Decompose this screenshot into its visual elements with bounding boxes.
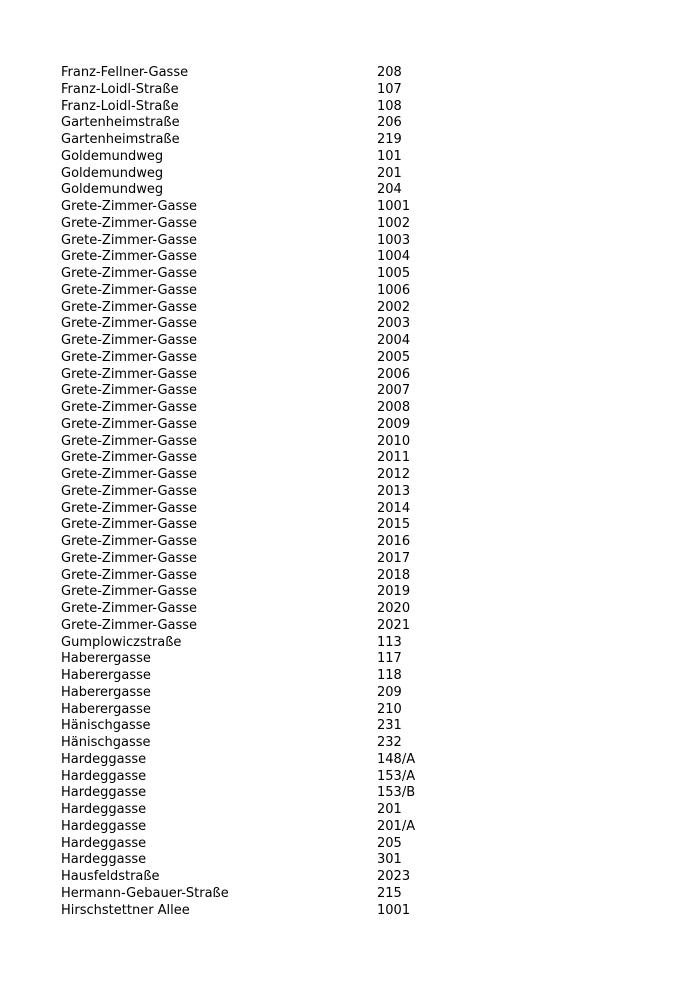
table-row xyxy=(61,216,621,233)
street-name: Grete-Zimmer-Gasse xyxy=(61,383,198,399)
house-number: 1002 xyxy=(377,215,411,231)
house-number: 117 xyxy=(377,651,402,667)
table-row xyxy=(61,752,621,769)
house-number: 204 xyxy=(377,182,402,198)
house-number: 2013 xyxy=(377,483,411,499)
table-row xyxy=(61,166,621,183)
street-name: Franz-Fellner-Gasse xyxy=(61,65,189,80)
house-number: 2010 xyxy=(377,433,411,449)
house-number: 2009 xyxy=(377,416,411,432)
address-list xyxy=(61,65,621,919)
table-row xyxy=(61,115,621,132)
street-name: Hänischgasse xyxy=(61,718,151,734)
street-name: Grete-Zimmer-Gasse xyxy=(61,601,198,616)
house-number: 101 xyxy=(377,148,402,164)
house-number: 2012 xyxy=(377,467,411,482)
table-row xyxy=(61,568,621,585)
table-row xyxy=(61,685,621,702)
table-row xyxy=(61,769,621,786)
street-name: Hardeggasse xyxy=(61,802,147,817)
street-name: Goldemundweg xyxy=(61,165,164,181)
table-row xyxy=(61,65,621,82)
table-row xyxy=(61,618,621,635)
table-row xyxy=(61,467,621,484)
table-row xyxy=(61,651,621,668)
street-name: Goldemundweg xyxy=(61,148,164,164)
table-row xyxy=(61,551,621,568)
table-row xyxy=(61,367,621,384)
street-name: Hausfeldstraße xyxy=(61,869,160,884)
street-name: Grete-Zimmer-Gasse xyxy=(61,249,198,265)
house-number: 210 xyxy=(377,701,402,717)
house-number: 113 xyxy=(377,634,402,650)
table-row xyxy=(61,886,621,903)
street-name: Hardeggasse xyxy=(61,768,147,784)
house-number: 2011 xyxy=(377,450,411,466)
street-name: Grete-Zimmer-Gasse xyxy=(61,316,198,332)
table-row xyxy=(61,333,621,350)
table-row xyxy=(61,903,621,920)
street-name: Grete-Zimmer-Gasse xyxy=(61,266,198,281)
house-number: 1006 xyxy=(377,282,411,298)
table-row xyxy=(61,735,621,752)
street-name: Grete-Zimmer-Gasse xyxy=(61,517,198,533)
house-number: 153/A xyxy=(377,768,416,784)
street-name: Hardeggasse xyxy=(61,852,147,868)
street-name: Grete-Zimmer-Gasse xyxy=(61,199,198,214)
house-number: 2015 xyxy=(377,517,411,533)
street-name: Hänischgasse xyxy=(61,735,151,750)
street-name: Grete-Zimmer-Gasse xyxy=(61,450,198,466)
table-row xyxy=(61,233,621,250)
street-name: Grete-Zimmer-Gasse xyxy=(61,483,198,499)
house-number: 1001 xyxy=(377,902,411,918)
street-name: Grete-Zimmer-Gasse xyxy=(61,500,198,516)
table-row xyxy=(61,316,621,333)
street-name: Hermann-Gebauer-Straße xyxy=(61,885,229,901)
table-row xyxy=(61,852,621,869)
house-number: 2002 xyxy=(377,299,411,315)
street-name: Haberergasse xyxy=(61,701,151,717)
table-row xyxy=(61,517,621,534)
table-row xyxy=(61,249,621,266)
house-number: 206 xyxy=(377,115,402,131)
table-row xyxy=(61,434,621,451)
house-number: 2016 xyxy=(377,534,411,549)
street-name: Franz-Loidl-Straße xyxy=(61,98,179,114)
house-number: 2023 xyxy=(377,869,411,884)
table-row xyxy=(61,484,621,501)
street-name: Grete-Zimmer-Gasse xyxy=(61,567,198,583)
house-number: 215 xyxy=(377,885,402,901)
table-row xyxy=(61,450,621,467)
street-name: Grete-Zimmer-Gasse xyxy=(61,215,198,231)
table-row xyxy=(61,785,621,802)
street-name: Goldemundweg xyxy=(61,182,164,198)
street-name: Grete-Zimmer-Gasse xyxy=(61,366,198,382)
table-row xyxy=(61,668,621,685)
table-row xyxy=(61,99,621,116)
house-number: 2004 xyxy=(377,333,411,348)
street-name: Grete-Zimmer-Gasse xyxy=(61,232,198,248)
house-number: 118 xyxy=(377,668,402,683)
house-number: 201 xyxy=(377,165,402,181)
house-number: 153/B xyxy=(377,785,416,801)
street-name: Grete-Zimmer-Gasse xyxy=(61,617,198,633)
street-name: Gartenheimstraße xyxy=(61,132,180,147)
house-number: 1001 xyxy=(377,199,411,214)
street-name: Hardeggasse xyxy=(61,751,147,767)
table-row xyxy=(61,819,621,836)
table-row xyxy=(61,501,621,518)
street-name: Grete-Zimmer-Gasse xyxy=(61,282,198,298)
table-row xyxy=(61,417,621,434)
house-number: 201/A xyxy=(377,818,416,834)
street-name: Grete-Zimmer-Gasse xyxy=(61,349,198,365)
street-name: Haberergasse xyxy=(61,684,151,700)
street-name: Grete-Zimmer-Gasse xyxy=(61,416,198,432)
table-row xyxy=(61,584,621,601)
house-number: 148/A xyxy=(377,751,416,767)
house-number: 108 xyxy=(377,98,402,114)
table-row xyxy=(61,718,621,735)
house-number: 219 xyxy=(377,132,402,147)
table-row xyxy=(61,132,621,149)
table-row xyxy=(61,702,621,719)
table-row xyxy=(61,199,621,216)
street-name: Franz-Loidl-Straße xyxy=(61,81,179,97)
house-number: 301 xyxy=(377,852,402,868)
table-row xyxy=(61,383,621,400)
table-row xyxy=(61,836,621,853)
table-row xyxy=(61,283,621,300)
house-number: 2003 xyxy=(377,316,411,332)
street-name: Grete-Zimmer-Gasse xyxy=(61,400,198,415)
house-number: 231 xyxy=(377,718,402,734)
street-name: Gartenheimstraße xyxy=(61,115,180,131)
house-number: 201 xyxy=(377,802,402,817)
house-number: 2007 xyxy=(377,383,411,399)
street-name: Grete-Zimmer-Gasse xyxy=(61,550,198,566)
house-number: 208 xyxy=(377,65,402,80)
table-row xyxy=(61,149,621,166)
street-name: Hardeggasse xyxy=(61,835,147,851)
house-number: 2021 xyxy=(377,617,411,633)
street-name: Haberergasse xyxy=(61,651,151,667)
house-number: 2008 xyxy=(377,400,411,415)
house-number: 209 xyxy=(377,684,402,700)
street-name: Grete-Zimmer-Gasse xyxy=(61,333,198,348)
street-name: Grete-Zimmer-Gasse xyxy=(61,584,198,600)
table-row xyxy=(61,266,621,283)
house-number: 2006 xyxy=(377,366,411,382)
street-name: Hardeggasse xyxy=(61,785,147,801)
house-number: 2018 xyxy=(377,567,411,583)
house-number: 1003 xyxy=(377,232,411,248)
street-name: Grete-Zimmer-Gasse xyxy=(61,534,198,549)
house-number: 107 xyxy=(377,81,402,97)
street-name: Grete-Zimmer-Gasse xyxy=(61,467,198,482)
table-row xyxy=(61,802,621,819)
house-number: 2020 xyxy=(377,601,411,616)
table-row xyxy=(61,82,621,99)
table-row xyxy=(61,350,621,367)
table-row xyxy=(61,534,621,551)
house-number: 232 xyxy=(377,735,402,750)
table-row xyxy=(61,869,621,886)
house-number: 205 xyxy=(377,835,402,851)
street-name: Grete-Zimmer-Gasse xyxy=(61,433,198,449)
street-name: Hardeggasse xyxy=(61,818,147,834)
table-row xyxy=(61,400,621,417)
house-number: 1005 xyxy=(377,266,411,281)
house-number: 2019 xyxy=(377,584,411,600)
street-name: Gumplowiczstraße xyxy=(61,634,182,650)
table-row xyxy=(61,182,621,199)
house-number: 1004 xyxy=(377,249,411,265)
table-row xyxy=(61,300,621,317)
street-name: Grete-Zimmer-Gasse xyxy=(61,299,198,315)
street-name: Haberergasse xyxy=(61,668,151,683)
house-number: 2005 xyxy=(377,349,411,365)
table-row xyxy=(61,601,621,618)
house-number: 2017 xyxy=(377,550,411,566)
house-number: 2014 xyxy=(377,500,411,516)
street-name: Hirschstettner Allee xyxy=(61,902,190,918)
table-row xyxy=(61,635,621,652)
